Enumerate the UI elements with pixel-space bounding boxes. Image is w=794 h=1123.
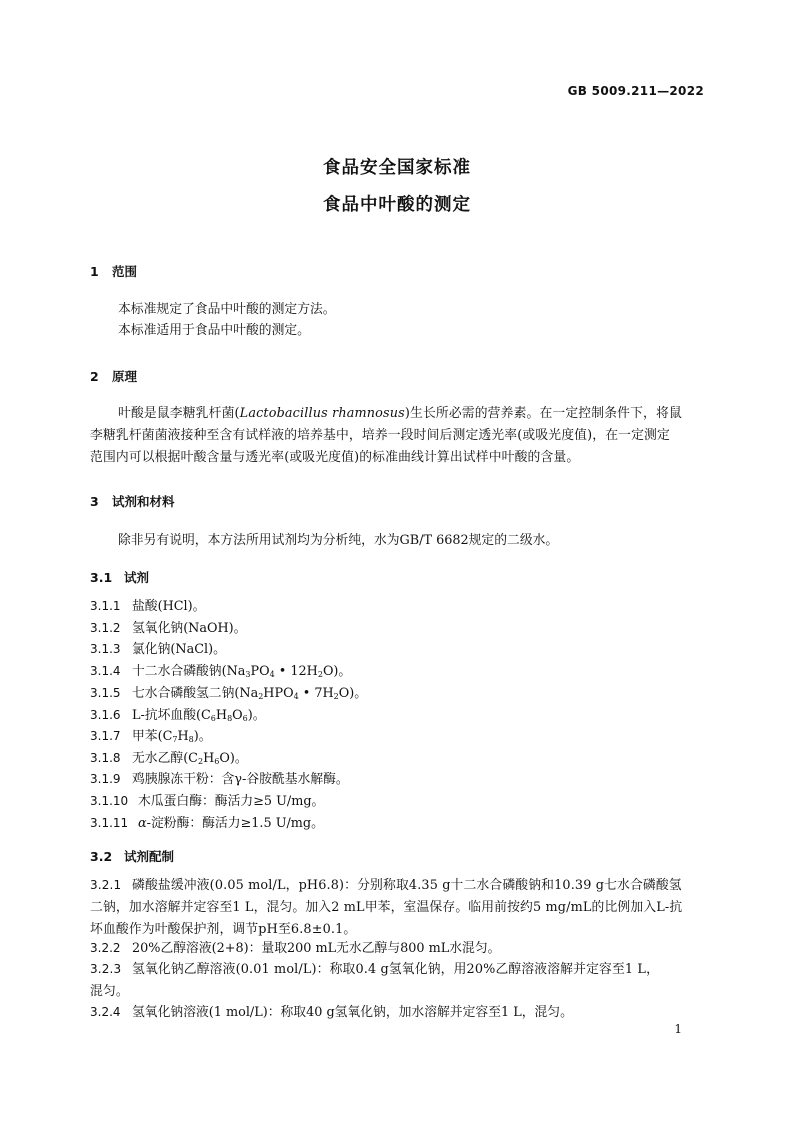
paragraph-line: 坏血酸作为叶酸保护剂，调节pH至6.8±0.1。 bbox=[90, 922, 357, 937]
section-number: 1 bbox=[90, 264, 99, 279]
page-number: 1 bbox=[674, 1022, 682, 1036]
reagent-item: 3.1.5 七水合磷酸氢二钠($Na_2HPO_4$ • $7H_2O$)。 bbox=[90, 686, 368, 701]
reagent-item: 3.1.3 氯化钠(NaCl)。 bbox=[90, 642, 226, 657]
preparation-item: 3.2.2 20%乙醇溶液(2+8)：量取200 mL无水乙醇与800 mL水混匀。 bbox=[90, 941, 501, 956]
paragraph-line: 混匀。 bbox=[90, 984, 129, 999]
reagent-item: 3.1.1 盐酸(HCl)。 bbox=[90, 599, 206, 614]
preparation-item bbox=[90, 874, 704, 941]
reagent-item: 3.1.10 木瓜蛋白酶：酶活力≥5 U/mg。 bbox=[90, 794, 325, 809]
principle-paragraph bbox=[90, 403, 704, 469]
paragraph-line: 范围内可以根据叶酸含量与透光率(或吸光度值)的标准曲线计算出试样中叶酸的含量。 bbox=[90, 450, 580, 465]
subsection-heading-3-2 bbox=[90, 847, 174, 865]
preparation-item bbox=[90, 958, 704, 1003]
section-title: 试剂配制 bbox=[124, 849, 175, 864]
section-number: 3.1 bbox=[90, 570, 113, 585]
preparation-item: 3.2.4 氢氧化钠溶液(1 mol/L)：称取40 g氢氧化钠，加水溶解并定容至1 L，混匀。 bbox=[90, 1005, 573, 1020]
reagent-item: 3.1.8 无水乙醇$(C_2H_6O)$。 bbox=[90, 751, 248, 766]
section-number: 2 bbox=[90, 369, 99, 384]
section-number: 3 bbox=[90, 494, 99, 509]
reagent-item: 3.1.9 鸡胰腺冻干粉：含γ-谷胺酰基水解酶。 bbox=[90, 772, 349, 787]
reagent-item: 3.1.6 L-抗坏血酸$(C_6H_8O_6)$。 bbox=[90, 708, 266, 723]
section-heading-3 bbox=[90, 492, 175, 510]
paragraph-line: 二钠，加水溶解并定容至1 L，混匀。加入2 mL甲苯，室温保存。临用前按约5 mg/mL的比例加入L-抗 bbox=[90, 900, 683, 915]
reagent-item: 3.1.7 甲苯$(C_7H_8)$。 bbox=[90, 729, 212, 744]
paragraph-line: 叶酸是鼠李糖乳杆菌(Lactobacillus rhamnosus)生长所必需的营养素。在一定控制条件下，将鼠 bbox=[118, 406, 682, 421]
reagent-item: 3.1.4 十二水合磷酸钠($Na_3PO_4$ • $12H_2O$)。 bbox=[90, 664, 352, 679]
document-subtitle: 食品中叶酸的测定 bbox=[323, 195, 471, 215]
reagent-item: 3.1.11 α-淀粉酶：酶活力≥1.5 U/mg。 bbox=[90, 816, 324, 831]
paragraph-line: 3.2.3 氢氧化钠乙醇溶液(0.01 mol/L)：称取0.4 g氢氧化钠，用20%乙醇溶液溶解并定容至1 L， bbox=[90, 962, 660, 977]
paragraph-line: 李糖乳杆菌菌液接种至含有试样液的培养基中，培养一段时间后测定透光率(或吸光度值)，在一定测定 bbox=[90, 428, 670, 443]
section-heading-1 bbox=[90, 262, 137, 280]
section-heading-2 bbox=[90, 367, 137, 385]
section-title: 试剂和材料 bbox=[112, 494, 175, 509]
paragraph: 除非另有说明，本方法所用试剂均为分析纯，水为GB/T 6682规定的二级水。 bbox=[118, 533, 559, 548]
section-title: 范围 bbox=[112, 264, 138, 279]
paragraph: 本标准规定了食品中叶酸的测定方法。 bbox=[118, 302, 336, 317]
document-title: 食品安全国家标准 bbox=[323, 158, 471, 178]
paragraph-line: 3.2.1 磷酸盐缓冲液(0.05 mol/L，pH6.8)：分别称取4.35 g十二水合磷酸钠和10.39 g七水合磷酸氢 bbox=[90, 878, 682, 893]
paragraph: 本标准适用于食品中叶酸的测定。 bbox=[118, 323, 310, 338]
reagent-item: 3.1.2 氢氧化钠(NaOH)。 bbox=[90, 621, 247, 636]
standard-number: GB 5009.211—2022 bbox=[567, 84, 704, 98]
section-number: 3.2 bbox=[90, 849, 113, 864]
subsection-heading-3-1 bbox=[90, 568, 149, 586]
species-name: Lactobacillus rhamnosus bbox=[239, 406, 405, 421]
section-title: 原理 bbox=[112, 369, 138, 384]
section-title: 试剂 bbox=[124, 570, 150, 585]
